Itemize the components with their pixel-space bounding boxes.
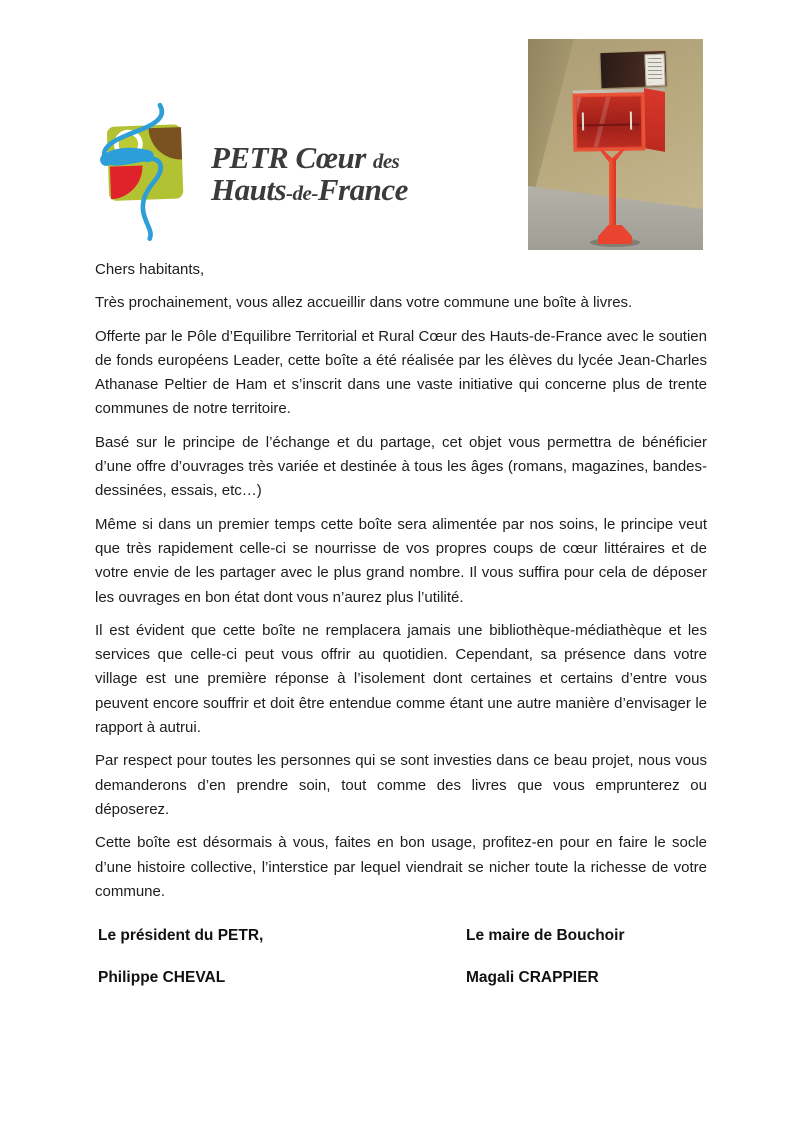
signature-block: [95, 924, 707, 990]
letter-paragraph: Offerte par le Pôle d’Equilibre Territorial et Rural Cœur des Hauts-de-France avec le soutien de fonds européens Leader, cette boîte a été réalisée par les élèves du lycée Jean-Charles Athanase Peltier de Ham et s’inscrit dans une vaste initiative qui concerne plus de trente communes de notre territoire.: [95, 327, 707, 418]
book-box-photo: [528, 39, 703, 250]
signature-left-title: Le président du PETR,: [98, 927, 264, 945]
signature-right-name: Magali CRAPPIER: [466, 969, 599, 987]
photo-wall-corner-shadow: [528, 39, 574, 199]
photo-post: [609, 159, 616, 231]
petr-logo-text: [211, 136, 408, 206]
photo-box-side-face: [644, 88, 665, 152]
letter-paragraph: Cette boîte est désormais à vous, faites en bon usage, profitez-en pour en faire le socle d’une histoire collective, l’interstice par lequel viendrait se nicher toute la richesse de votre commune.: [95, 834, 707, 900]
letter-paragraph: Très prochainement, vous allez accueillir dans votre commune une boîte à livres.: [95, 294, 633, 312]
petr-logo: [95, 100, 408, 242]
signature-left-name: Philippe CHEVAL: [98, 969, 226, 987]
letter-salutation: Chers habitants,: [95, 261, 205, 278]
petr-logo-icon: [95, 100, 197, 242]
letter-body: [95, 258, 707, 990]
photo-box-right-handle: [630, 112, 632, 130]
logo-title-line: [211, 139, 408, 175]
photo-box-front: [572, 92, 645, 151]
letter-paragraph: Par respect pour toutes les personnes qui se sont investies dans ce beau projet, nous vous demanderons d’en prendre soin, tout comme des livres que vous emprunterez ou déposerez.: [95, 752, 707, 818]
logo-subtitle-pre: Hauts: [211, 172, 287, 207]
logo-subtitle-post: France: [317, 172, 408, 207]
signature-right-title: Le maire de Bouchoir: [466, 927, 625, 945]
photo-notice-sign: [644, 54, 665, 87]
logo-subtitle-small: -de-: [286, 181, 318, 205]
letter-paragraph: Il est évident que cette boîte ne remplacera jamais une bibliothèque-médiathèque et les services que celle-ci peut vous offrir au quotidien. Cependant, sa présence dans votre village est une première réponse à l’isolement dont certaines et certains d’entre vous peuvent encore souffrir et doit être entendue comme étant une autre manière d’envisager le rapport à autrui.: [95, 621, 707, 737]
logo-title-main: PETR Cœur: [211, 139, 366, 175]
letter-paragraph: Basé sur le principe de l’échange et du partage, cet objet vous permettra de bénéficier d’une offre d’ouvrages très variée et destinée à tous les âges (romans, magazines, bandes-dessinées, essais, etc…): [95, 433, 707, 500]
photo-notice-sign-text-lines: [648, 58, 663, 82]
photo-box-left-handle: [582, 112, 584, 130]
letter-paragraph: Même si dans un premier temps cette boîte sera alimentée par nos soins, le principe veut que très rapidement celle-ci se nourrisse de vos propres coups de cœur littéraires et de votre envie de les partager avec le plus grand nombre. Il vous suffira pour cela de déposer les ouvrages en bon état dont vous n’aurez plus l’utilité.: [95, 515, 707, 606]
logo-subtitle-line: [211, 174, 408, 206]
logo-title-small: des: [372, 148, 400, 173]
